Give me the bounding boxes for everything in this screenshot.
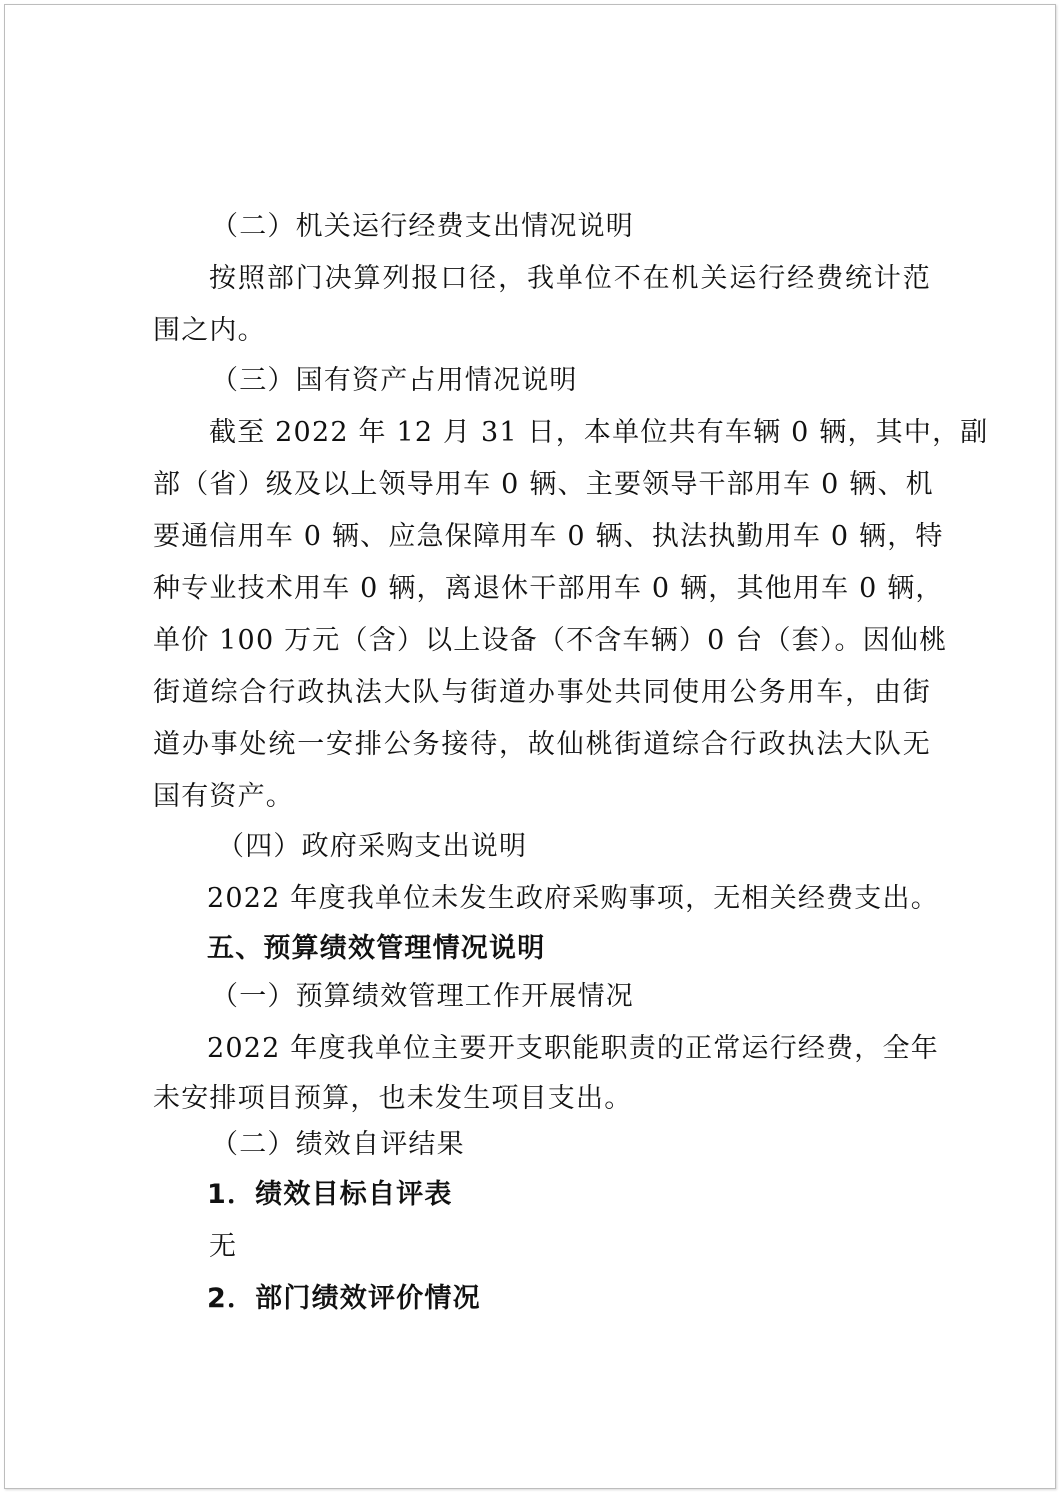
paragraph-line: 要通信用车 0 辆、应急保障用车 0 辆、执法执勤用车 0 辆，特 bbox=[153, 521, 944, 552]
section-heading-performance-work: （一）预算绩效管理工作开展情况 bbox=[211, 981, 634, 1012]
paragraph-line: 街道综合行政执法大队与街道办事处共同使用公务用车，由街 bbox=[153, 677, 931, 708]
paragraph-line: 围之内。 bbox=[153, 315, 266, 346]
paragraph-line: 按照部门决算列报口径，我单位不在机关运行经费统计范 bbox=[209, 263, 931, 294]
paragraph-line: 国有资产。 bbox=[153, 781, 294, 812]
paragraph-line: 未安排项目预算，也未发生项目支出。 bbox=[153, 1083, 633, 1114]
item-heading-target-table: 1．绩效目标自评表 bbox=[207, 1179, 453, 1210]
paragraph-line: 2022 年度我单位未发生政府采购事项，无相关经费支出。 bbox=[207, 883, 939, 914]
paragraph-line: 道办事处统一安排公务接待，故仙桃街道综合行政执法大队无 bbox=[153, 729, 931, 760]
paragraph-line: 截至 2022 年 12 月 31 日，本单位共有车辆 0 辆，其中，副 bbox=[209, 417, 989, 448]
chapter-heading-performance: 五、预算绩效管理情况说明 bbox=[207, 933, 546, 964]
document-page bbox=[4, 4, 1056, 1489]
section-heading-self-evaluation: （二）绩效自评结果 bbox=[211, 1129, 465, 1160]
paragraph-line: 单价 100 万元（含）以上设备（不含车辆）0 台（套）。因仙桃 bbox=[153, 625, 948, 656]
item-heading-department-evaluation: 2．部门绩效评价情况 bbox=[207, 1283, 481, 1314]
paragraph-line: 种专业技术用车 0 辆，离退休干部用车 0 辆，其他用车 0 辆， bbox=[153, 573, 944, 604]
section-heading-admin-expenses: （二）机关运行经费支出情况说明 bbox=[211, 211, 634, 242]
paragraph-line: 部（省）级及以上领导用车 0 辆、主要领导干部用车 0 辆、机 bbox=[153, 469, 934, 500]
paragraph-line: 无 bbox=[209, 1231, 238, 1262]
section-heading-procurement: （四）政府采购支出说明 bbox=[217, 831, 528, 862]
paragraph-line: 2022 年度我单位主要开支职能职责的正常运行经费，全年 bbox=[207, 1033, 939, 1064]
section-heading-state-assets: （三）国有资产占用情况说明 bbox=[211, 365, 578, 396]
